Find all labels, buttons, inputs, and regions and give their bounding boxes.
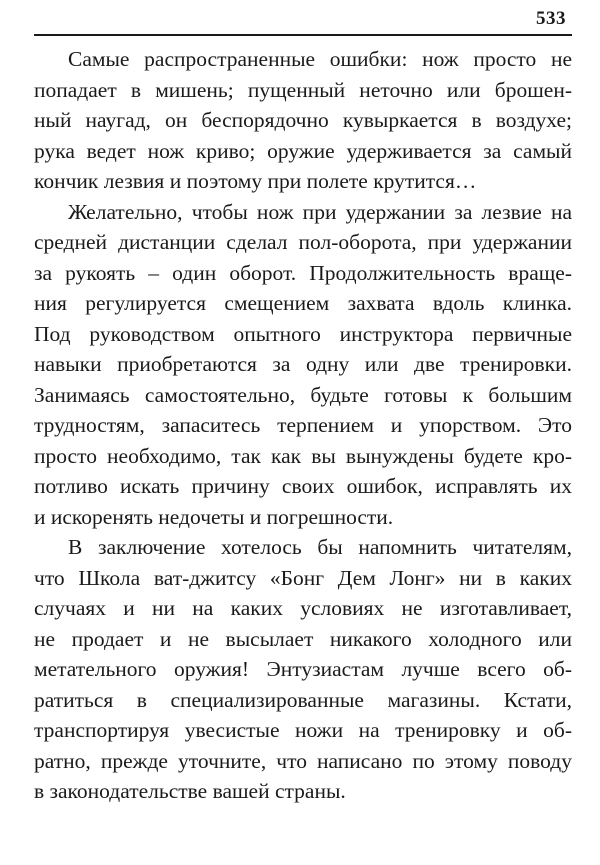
text-line: случаях и ни на каких условиях не изготавливает, (34, 596, 572, 620)
text-line: В заключение хотелось бы напомнить читателям, (68, 535, 572, 559)
text-line: ратно, прежде уточните, что написано по этому поводу (34, 748, 572, 773)
text-line: Под руководством опытного инструктора первичные (34, 321, 572, 346)
text-line: ния регулируется смещением захвата вдоль клинка. (34, 291, 572, 315)
text-line: Желательно, чтобы нож при удержании за лезвие на (68, 199, 572, 224)
text-line: ратиться в специализированные магазины. Кстати, (34, 687, 572, 712)
text-line: рука ведет нож криво; оружие удерживается за самый (34, 138, 572, 163)
text-line: и искоренять недочеты и погрешности. (34, 504, 394, 529)
header-rule (34, 34, 572, 36)
text-line: Самые распространенные ошибки: нож просто не (68, 47, 572, 71)
text-line: за рукоять – один оборот. Продолжительность враще- (34, 260, 572, 285)
text-line: в законодательстве вашей страны. (34, 779, 346, 803)
text-line: Занимаясь самостоятельно, будьте готовы к большим (34, 382, 572, 407)
paragraph (34, 532, 572, 807)
paragraph (34, 44, 572, 197)
text-line: просто необходимо, так как вы вынуждены будете кро- (34, 443, 572, 468)
body-text (34, 44, 572, 807)
text-line: метательного оружия! Энтузиастам лучше всего об- (34, 657, 572, 681)
text-line: что Школа ват-джитсу «Бонг Дем Лонг» ни в каких (34, 565, 572, 590)
text-line: кончик лезвия и поэтому при полете крутится… (34, 169, 477, 193)
text-line: навыки приобретаются за одну или две тренировки. (34, 352, 572, 376)
text-line: трудностям, запаситесь терпением и упорством. Это (34, 413, 572, 437)
text-line: не продает и не высылает никакого холодного или (34, 626, 572, 651)
paragraph (34, 197, 572, 533)
text-line: средней дистанции сделал пол-оборота, при удержании (34, 230, 572, 254)
page-number: 533 (536, 8, 566, 29)
text-line: попадает в мишень; пущенный неточно или брошен- (34, 77, 572, 102)
text-line: ный наугад, он беспорядочно кувыркается в воздухе; (34, 108, 572, 132)
text-line: потливо искать причину своих ошибок, исправлять их (34, 474, 572, 498)
text-line: транспортируя увесистые ножи на тренировку и об- (34, 718, 572, 742)
